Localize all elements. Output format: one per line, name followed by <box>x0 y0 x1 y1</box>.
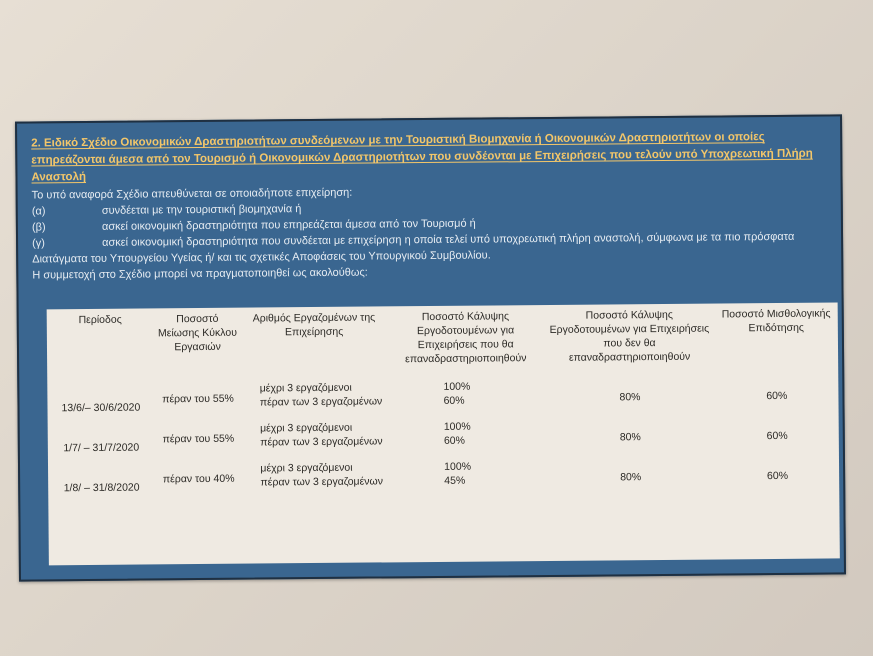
cell-reduction: πέραν του 55% <box>162 392 234 406</box>
header-subsidy: Ποσοστό Μισθολογικής Επιδότησης <box>721 307 831 335</box>
staff-large: πέραν των 3 εργαζομένων <box>260 435 383 449</box>
list-item-text: συνδέεται με την τουριστική βιομηχανία ή <box>101 203 302 217</box>
cell-coverage-active <box>388 459 546 500</box>
cell-staff <box>242 420 388 461</box>
list-item-text: ασκεί οικονομική δραστηριότητα που συνδέεται με επιχείρηση η οποία τελεί υπό υποχρεωτική πλήρη αναστολή, σύμφωνα με τα πιο πρόσφατα Διατάγματα του Υπουργείου Υγείας ή/ και τις σχετικές Αποφάσεις του Υπουργικού Συμβουλίου. <box>32 230 795 266</box>
table-row <box>48 456 839 503</box>
cell-staff <box>242 460 388 501</box>
header-reduction: Ποσοστό Μείωσης Κύκλου Εργασιών <box>157 312 237 354</box>
cell-subsidy: 60% <box>766 469 789 483</box>
header-period: Περίοδος <box>78 313 122 327</box>
header-coverage-active: Ποσοστό Κάλυψης Εργοδοτουμένων για Επιχειρήσεις που θα επαναδραστηριοποιηθούν <box>405 310 527 366</box>
cell-staff <box>242 380 388 421</box>
header-staff: Αριθμός Εργαζομένων της Επιχείρησης <box>252 311 376 339</box>
header-coverage-inactive: Ποσοστό Κάλυψης Εργοδοτουμένων για Επιχειρήσεις που δεν θα επαναδραστηριοποιηθούν <box>549 308 710 364</box>
staff-small: μέχρι 3 εργαζόμενοι <box>260 461 353 475</box>
list-item-label: (α) <box>31 205 46 218</box>
cell-subsidy: 60% <box>766 389 788 403</box>
coverage-small: 100% <box>443 420 471 433</box>
table-row <box>48 416 839 463</box>
cell-subsidy: 60% <box>766 429 788 443</box>
intro-text: Το υπό αναφορά Σχέδιο απευθύνεται σε οποιαδήποτε επιχείρηση: <box>31 186 353 202</box>
staff-small: μέχρι 3 εργαζόμενοι <box>260 421 353 435</box>
cell-coverage-inactive: 80% <box>619 391 641 404</box>
staff-large: πέραν των 3 εργαζομένων <box>259 395 383 409</box>
coverage-large: 60% <box>443 394 465 407</box>
cell-coverage-inactive: 80% <box>619 431 641 444</box>
table-row <box>47 376 838 423</box>
coverage-large: 60% <box>443 434 465 447</box>
cell-reduction: πέραν του 55% <box>162 432 235 446</box>
list-item-text: ασκεί οικονομική δραστηριότητα που επηρεάζεται άμεσα από τον Τουρισμό ή <box>101 217 476 233</box>
info-panel <box>15 114 846 581</box>
coverage-small: 100% <box>443 380 471 393</box>
cell-period: 1/7/ – 31/7/2020 <box>63 441 140 455</box>
cell-coverage-active <box>387 379 545 420</box>
cell-period: 13/6/– 30/6/2020 <box>61 401 141 415</box>
scheme-table <box>47 302 840 565</box>
staff-large: πέραν των 3 εργαζομένων <box>260 475 384 489</box>
coverage-small: 100% <box>444 460 472 473</box>
coverage-large: 45% <box>444 474 466 487</box>
cell-coverage-inactive: 80% <box>620 471 642 484</box>
table-header-row <box>47 302 838 369</box>
cell-coverage-active <box>388 419 546 460</box>
staff-small: μέχρι 3 εργαζόμενοι <box>259 381 352 395</box>
list-item-label: (β) <box>31 221 46 234</box>
cell-period: 1/8/ – 31/8/2020 <box>63 481 140 495</box>
section-body <box>32 180 833 283</box>
cell-reduction: πέραν του 40% <box>162 472 235 486</box>
list-item-label: (γ) <box>32 237 45 250</box>
section-heading: 2. Ειδικό Σχέδιο Οικονομικών Δραστηριοτήτων συνδεόμενων με την Τουριστική Βιομηχανία ή Οικονομικών Δραστηριοτήτων οι οποίες επηρεάζονται άμεσα από τον Τουρισμό ή Οικονομικών Δραστηριοτήτων που συνδέονται με Επιχειρήσεις που τελούν υπό Υποχρεωτική Πλήρη Αναστολή <box>31 131 813 184</box>
participation-text: Η συμμετοχή στο Σχέδιο μπορεί να πραγματοποιηθεί ως ακολούθως: <box>32 266 368 282</box>
